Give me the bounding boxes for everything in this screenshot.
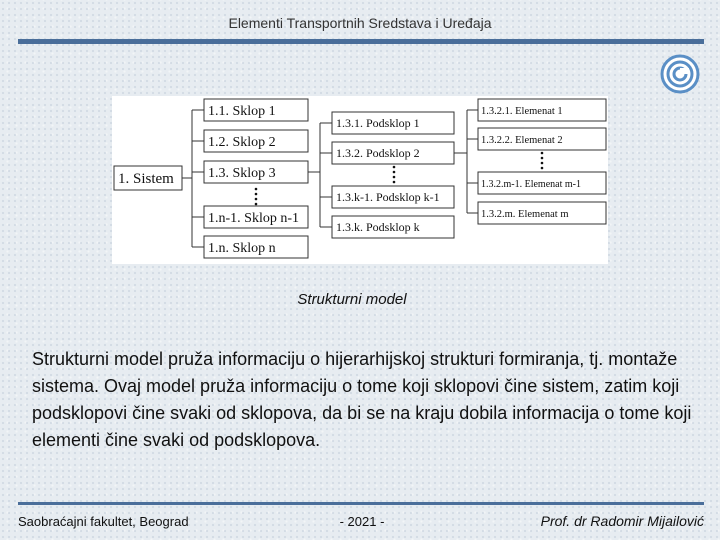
element-label: 1.3.2.m. Elemenat m bbox=[481, 209, 569, 220]
body-paragraph: Strukturni model pruža informaciju o hijerarhijskoj strukturi formiranja, tj. montaže sistema. Ovaj model pruža informaciju o tome koji sklopovi čine sistem, zatim koji podsklopovi čine svaki od sklopova, da bi se na kraju dobila informacija o tome koji elementi čine svaki od podsklopova. bbox=[32, 349, 692, 450]
sklop-label: 1.3. Sklop 3 bbox=[208, 166, 276, 181]
footer-year: - 2021 - bbox=[339, 514, 385, 529]
ellipsis-dot bbox=[541, 162, 544, 165]
ellipsis-dot bbox=[255, 198, 258, 201]
element-label: 1.3.2.2. Elemenat 2 bbox=[481, 135, 563, 146]
header-title: Elementi Transportnih Sredstava i Uređaja bbox=[228, 15, 492, 31]
podsklop-label: 1.3.k-1. Podsklop k-1 bbox=[336, 190, 440, 204]
footer-divider bbox=[18, 502, 704, 505]
ellipsis-dot bbox=[393, 176, 396, 179]
ellipsis-dot bbox=[255, 188, 258, 191]
sklop-label: 1.n. Sklop n bbox=[208, 241, 276, 256]
ellipsis-dot bbox=[393, 181, 396, 184]
sklop-label: 1.1. Sklop 1 bbox=[208, 104, 276, 119]
ellipsis-dot bbox=[393, 171, 396, 174]
ellipsis-dot bbox=[255, 203, 258, 206]
podsklop-label: 1.3.2. Podsklop 2 bbox=[336, 146, 420, 160]
footer-author: Prof. dr Radomir Mijailović bbox=[540, 513, 704, 529]
structural-model-diagram bbox=[112, 96, 608, 264]
podsklop-label: 1.3.1. Podsklop 1 bbox=[336, 116, 420, 130]
header-divider bbox=[18, 39, 704, 44]
element-label: 1.3.2.1. Elemenat 1 bbox=[481, 106, 563, 117]
diagram-caption: Strukturni model bbox=[297, 291, 407, 308]
footer-institution: Saobraćajni fakultet, Beograd bbox=[18, 514, 189, 529]
sklop-label: 1.2. Sklop 2 bbox=[208, 135, 276, 150]
ellipsis-dot bbox=[541, 152, 544, 155]
element-label: 1.3.2.m-1. Elemenat m-1 bbox=[481, 179, 581, 190]
root-node-label: 1. Sistem bbox=[118, 171, 174, 187]
ellipsis-dot bbox=[541, 157, 544, 160]
podsklop-label: 1.3.k. Podsklop k bbox=[336, 220, 420, 234]
sklop-label: 1.n-1. Sklop n-1 bbox=[208, 211, 299, 226]
faculty-logo-icon bbox=[660, 54, 700, 94]
ellipsis-dot bbox=[255, 193, 258, 196]
ellipsis-dot bbox=[541, 167, 544, 170]
ellipsis-dot bbox=[393, 166, 396, 169]
